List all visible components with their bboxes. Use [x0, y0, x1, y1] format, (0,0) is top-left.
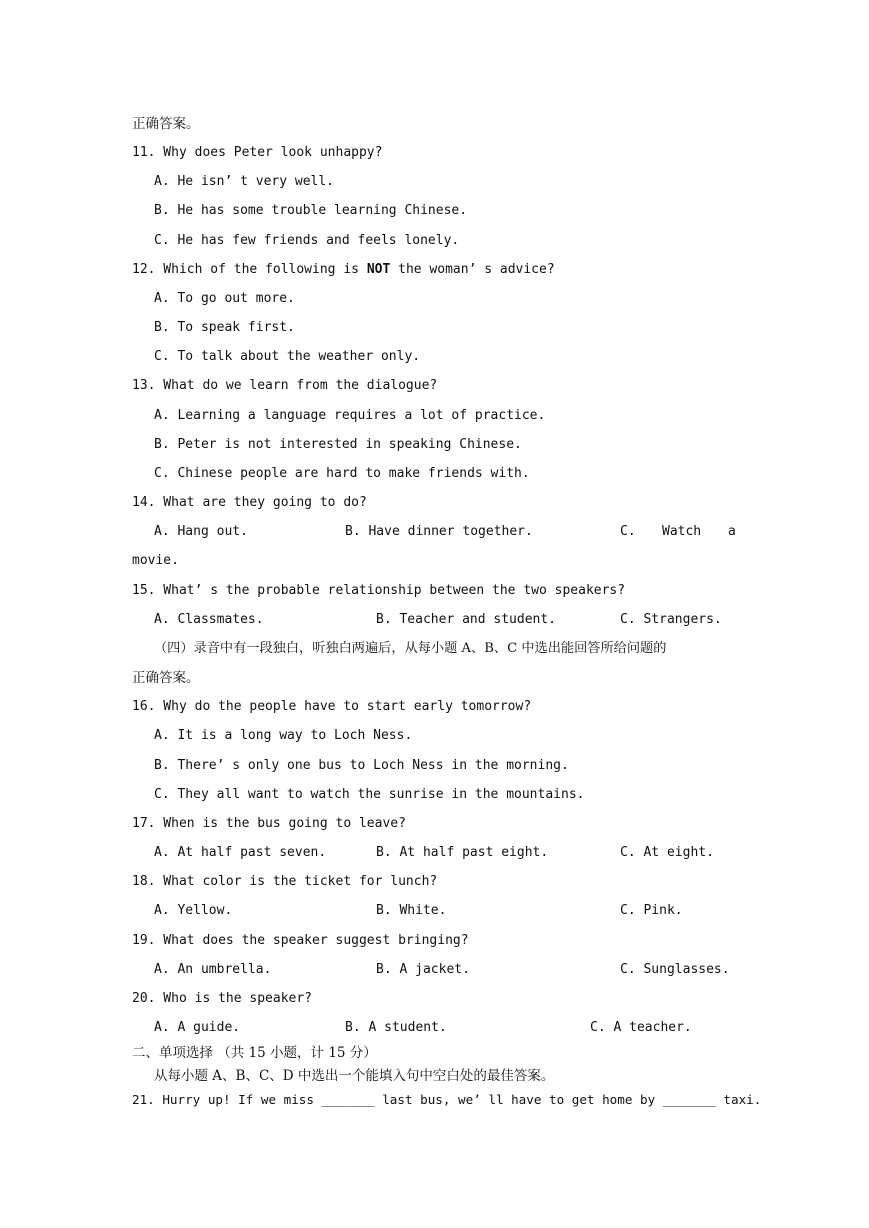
question-12-stem-pre: 12. Which of the following is [132, 262, 367, 277]
question-18-option-b: B. White. [376, 903, 447, 918]
question-18-option-a: A. Yellow. [154, 903, 233, 918]
question-20-option-b: B. A student. [345, 1020, 447, 1035]
question-19-option-a: A. An umbrella. [154, 962, 272, 977]
question-16-stem: 16. Why do the people have to start early tomorrow? [132, 699, 532, 714]
question-18-option-c: C. Pink. [620, 903, 683, 918]
question-19-option-c: C. Sunglasses. [620, 962, 730, 977]
question-14-option-b: B. Have dinner together. [345, 524, 533, 539]
question-21-stem: 21. Hurry up! If we miss _______ last bus, we’ ll have to get home by _______ taxi. [132, 1092, 762, 1107]
question-14-option-c-label: C. [620, 524, 636, 539]
question-14-option-c-word2: a [728, 524, 736, 539]
question-15-option-a: A. Classmates. [154, 612, 264, 627]
question-19-stem: 19. What does the speaker suggest bringing? [132, 933, 469, 948]
question-12-option-c: C. To talk about the weather only. [154, 349, 421, 364]
question-12-stem-emphasis: NOT [366, 262, 391, 277]
question-15-option-b: B. Teacher and student. [376, 612, 557, 627]
question-17-option-a: A. At half past seven. [154, 845, 327, 860]
question-12-stem-post: the woman’ s advice? [390, 262, 555, 277]
question-17-option-b: B. At half past eight. [376, 845, 549, 860]
question-11-option-c: C. He has few friends and feels lonely. [154, 233, 460, 248]
question-16-option-c: C. They all want to watch the sunrise in the mountains. [154, 787, 585, 802]
question-15-option-c: C. Strangers. [620, 612, 722, 627]
question-17-stem: 17. When is the bus going to leave? [132, 816, 406, 831]
question-20-option-a: A. A guide. [154, 1020, 241, 1035]
question-13-option-b: B. Peter is not interested in speaking Chinese. [154, 437, 522, 452]
question-20-option-c: C. A teacher. [590, 1020, 692, 1035]
question-14-option-a: A. Hang out. [154, 524, 248, 539]
question-13-option-c: C. Chinese people are hard to make friends with. [154, 466, 530, 481]
question-13-stem: 13. What do we learn from the dialogue? [132, 378, 438, 393]
question-12-option-b: B. To speak first. [154, 320, 295, 335]
question-20-stem: 20. Who is the speaker? [132, 991, 313, 1006]
part-2-title: 二、单项选择 （共 15 小题，计 15 分） [132, 1045, 377, 1061]
question-16-option-b: B. There’ s only one bus to Loch Ness in the morning. [154, 758, 569, 773]
section-4-instruction-line1: （四）录音中有一段独白，听独白两遍后，从每小题 A、B、C 中选出能回答所给问题的 [154, 641, 667, 656]
question-13-option-a: A. Learning a language requires a lot of practice. [154, 408, 546, 423]
question-16-option-a: A. It is a long way to Loch Ness. [154, 728, 413, 743]
question-18-stem: 18. What color is the ticket for lunch? [132, 874, 438, 889]
question-11-option-b: B. He has some trouble learning Chinese. [154, 203, 468, 218]
question-17-option-c: C. At eight. [620, 845, 714, 860]
question-11-option-a: A. He isn’ t very well. [154, 174, 335, 189]
question-12-stem [132, 262, 555, 278]
question-14-stem: 14. What are they going to do? [132, 495, 367, 510]
question-19-option-b: B. A jacket. [376, 962, 470, 977]
part-2-instruction: 从每小题 A、B、C、D 中选出一个能填入句中空白处的最佳答案。 [154, 1068, 555, 1084]
question-14-option-c-wrap: movie. [132, 553, 179, 568]
question-15-stem: 15. What’ s the probable relationship between the two speakers? [132, 583, 626, 598]
question-14-option-c-word1: Watch [662, 524, 702, 539]
question-12-option-a: A. To go out more. [154, 291, 295, 306]
question-11-stem: 11. Why does Peter look unhappy? [132, 145, 383, 160]
intro-tail: 正确答案。 [132, 116, 200, 132]
section-4-instruction-line2: 正确答案。 [132, 670, 200, 686]
